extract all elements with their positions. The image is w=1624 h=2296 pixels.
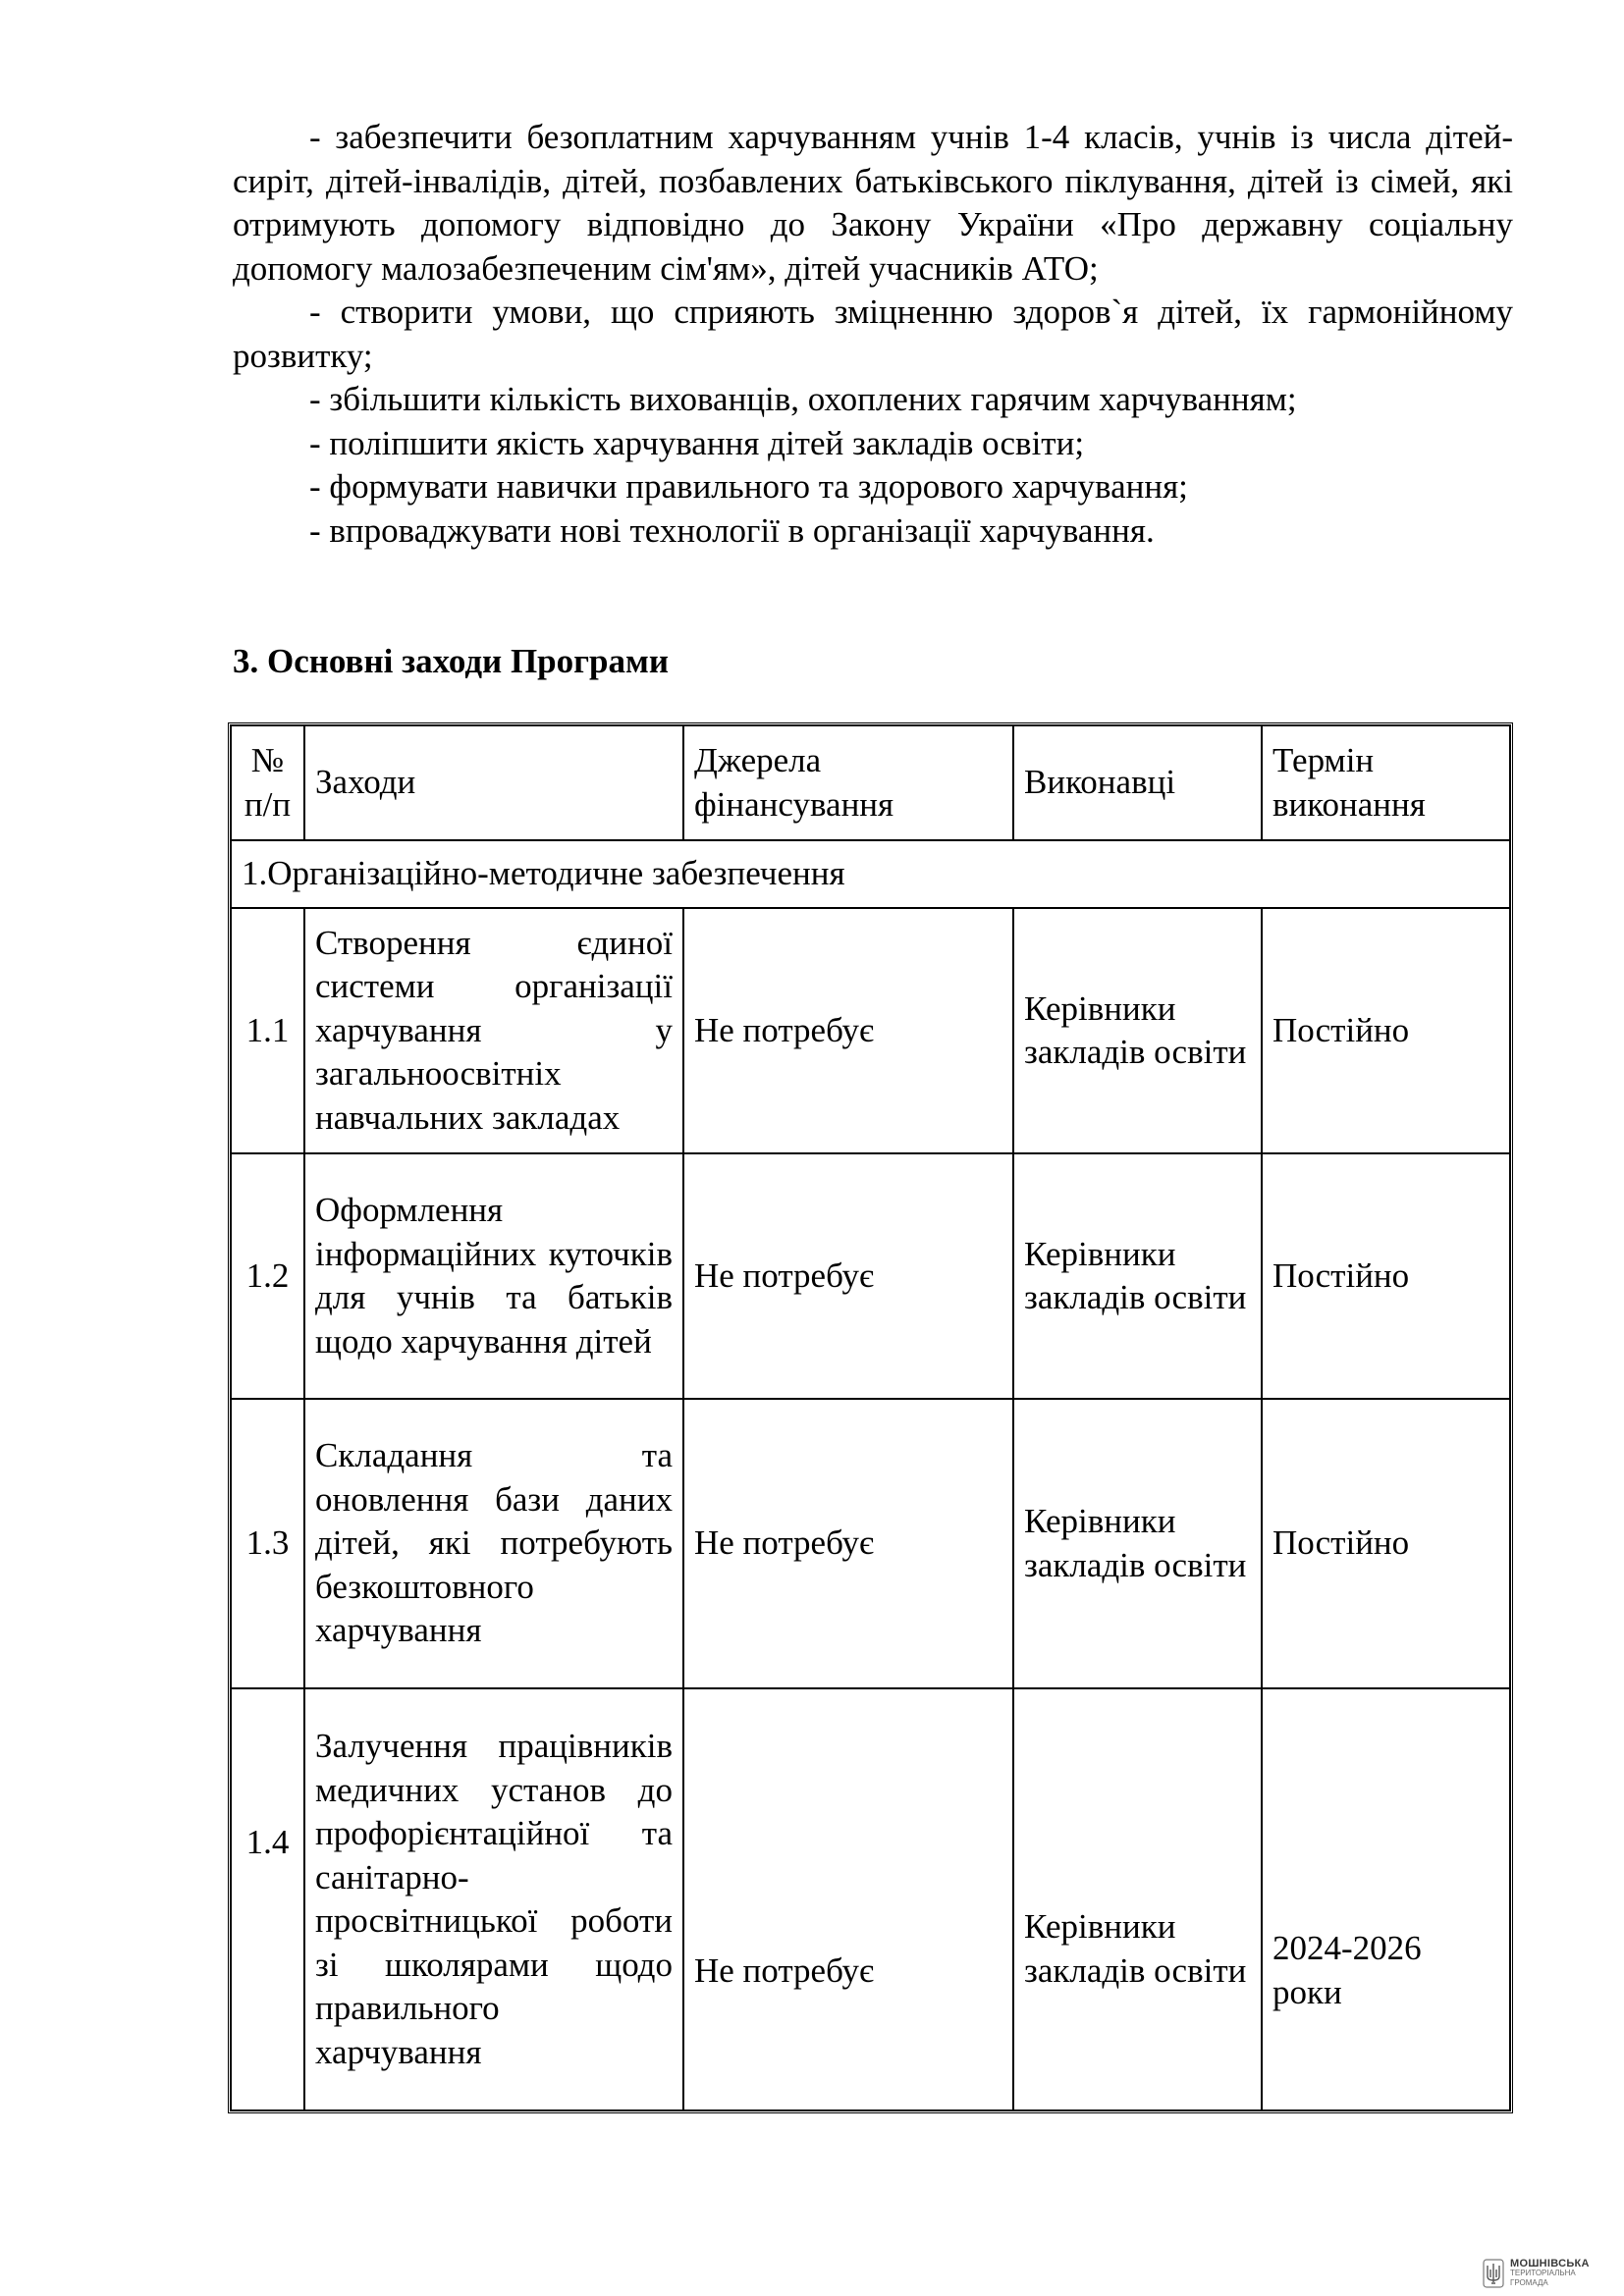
paragraph-free-meals: - забезпечити безоплатним харчуванням учнів 1-4 класів, учнів із числа дітей-сиріт, дітей-інвалідів, дітей, позбавлених батьківського піклування, дітей із сімей, які отримують допомогу відповідно до Закону України «Про державну соціальну допомогу малозабезпеченим сім'ям», дітей учасників АТО; [233, 118, 1513, 288]
measures-table-wrapper [228, 722, 1507, 2113]
table-row [231, 1153, 1510, 1399]
watermark-line2: ГРОМАДА [1510, 2278, 1548, 2287]
header-term: Термін виконання [1262, 725, 1510, 840]
row-num: 1.4 [231, 1688, 304, 2110]
row-executors: Керівники закладів освіти [1013, 1688, 1262, 2110]
measures-table [228, 722, 1513, 2113]
row-funding: Не потребує [683, 1153, 1013, 1399]
row-measure: Залучення працівників медичних установ до профорієнтаційної та санітарно-просвітницької роботи зі школярами щодо правильного харчування [304, 1688, 683, 2110]
row-executors: Керівники закладів освіти [1013, 1153, 1262, 1399]
watermark-line1: ТЕРИТОРІАЛЬНА [1510, 2269, 1576, 2277]
intro-text [233, 116, 1513, 553]
header-executors: Виконавці [1013, 725, 1262, 840]
row-term: Постійно [1262, 1399, 1510, 1688]
table-row [231, 1399, 1510, 1688]
header-measures: Заходи [304, 725, 683, 840]
paragraph-health-conditions: - створити умови, що сприяють зміцненню здоров`я дітей, їх гармонійному розвитку; [233, 293, 1513, 375]
paragraph-increase-coverage: - збільшити кількість вихованців, охоплених гарячим харчуванням; [309, 380, 1297, 418]
table-row [231, 1688, 1510, 2110]
table-row [231, 908, 1510, 1153]
row-funding: Не потребує [683, 1688, 1013, 2110]
row-executors: Керівники закладів освіти [1013, 908, 1262, 1153]
watermark-title: МОШНІВСЬКА [1510, 2258, 1590, 2269]
row-term: Постійно [1262, 1153, 1510, 1399]
row-term: Постійно [1262, 908, 1510, 1153]
paragraph-form-habits: - формувати навички правильного та здорового харчування; [309, 467, 1188, 506]
header-num: № п/п [231, 725, 304, 840]
row-executors: Керівники закладів освіти [1013, 1399, 1262, 1688]
row-measure: Створення єдиної системи організації харчування у загальноосвітніх навчальних закладах [304, 908, 683, 1153]
paragraph-new-technologies: - впроваджувати нові технології в організації харчування. [309, 510, 1155, 550]
row-term: 2024-2026 роки [1262, 1688, 1510, 2110]
community-watermark [1483, 2258, 1616, 2289]
row-measure: Складання та оновлення бази даних дітей, які потребують безкоштовного харчування [304, 1399, 683, 1688]
header-funding: Джерела фінансування [683, 725, 1013, 840]
group-title: 1.Організаційно-методичне забезпечення [231, 840, 1510, 908]
row-funding: Не потребує [683, 908, 1013, 1153]
row-num: 1.1 [231, 908, 304, 1153]
section-heading: 3. Основні заходи Програми [233, 642, 669, 680]
table-group-row [231, 840, 1510, 908]
row-num: 1.3 [231, 1399, 304, 1688]
table-header-row [231, 725, 1510, 840]
paragraph-improve-quality: - поліпшити якість харчування дітей закладів освіти; [309, 423, 1085, 462]
trident-icon [1483, 2259, 1504, 2288]
row-num: 1.2 [231, 1153, 304, 1399]
row-measure: Оформлення інформаційних куточків для учнів та батьків щодо харчування дітей [304, 1153, 683, 1399]
row-funding: Не потребує [683, 1399, 1013, 1688]
